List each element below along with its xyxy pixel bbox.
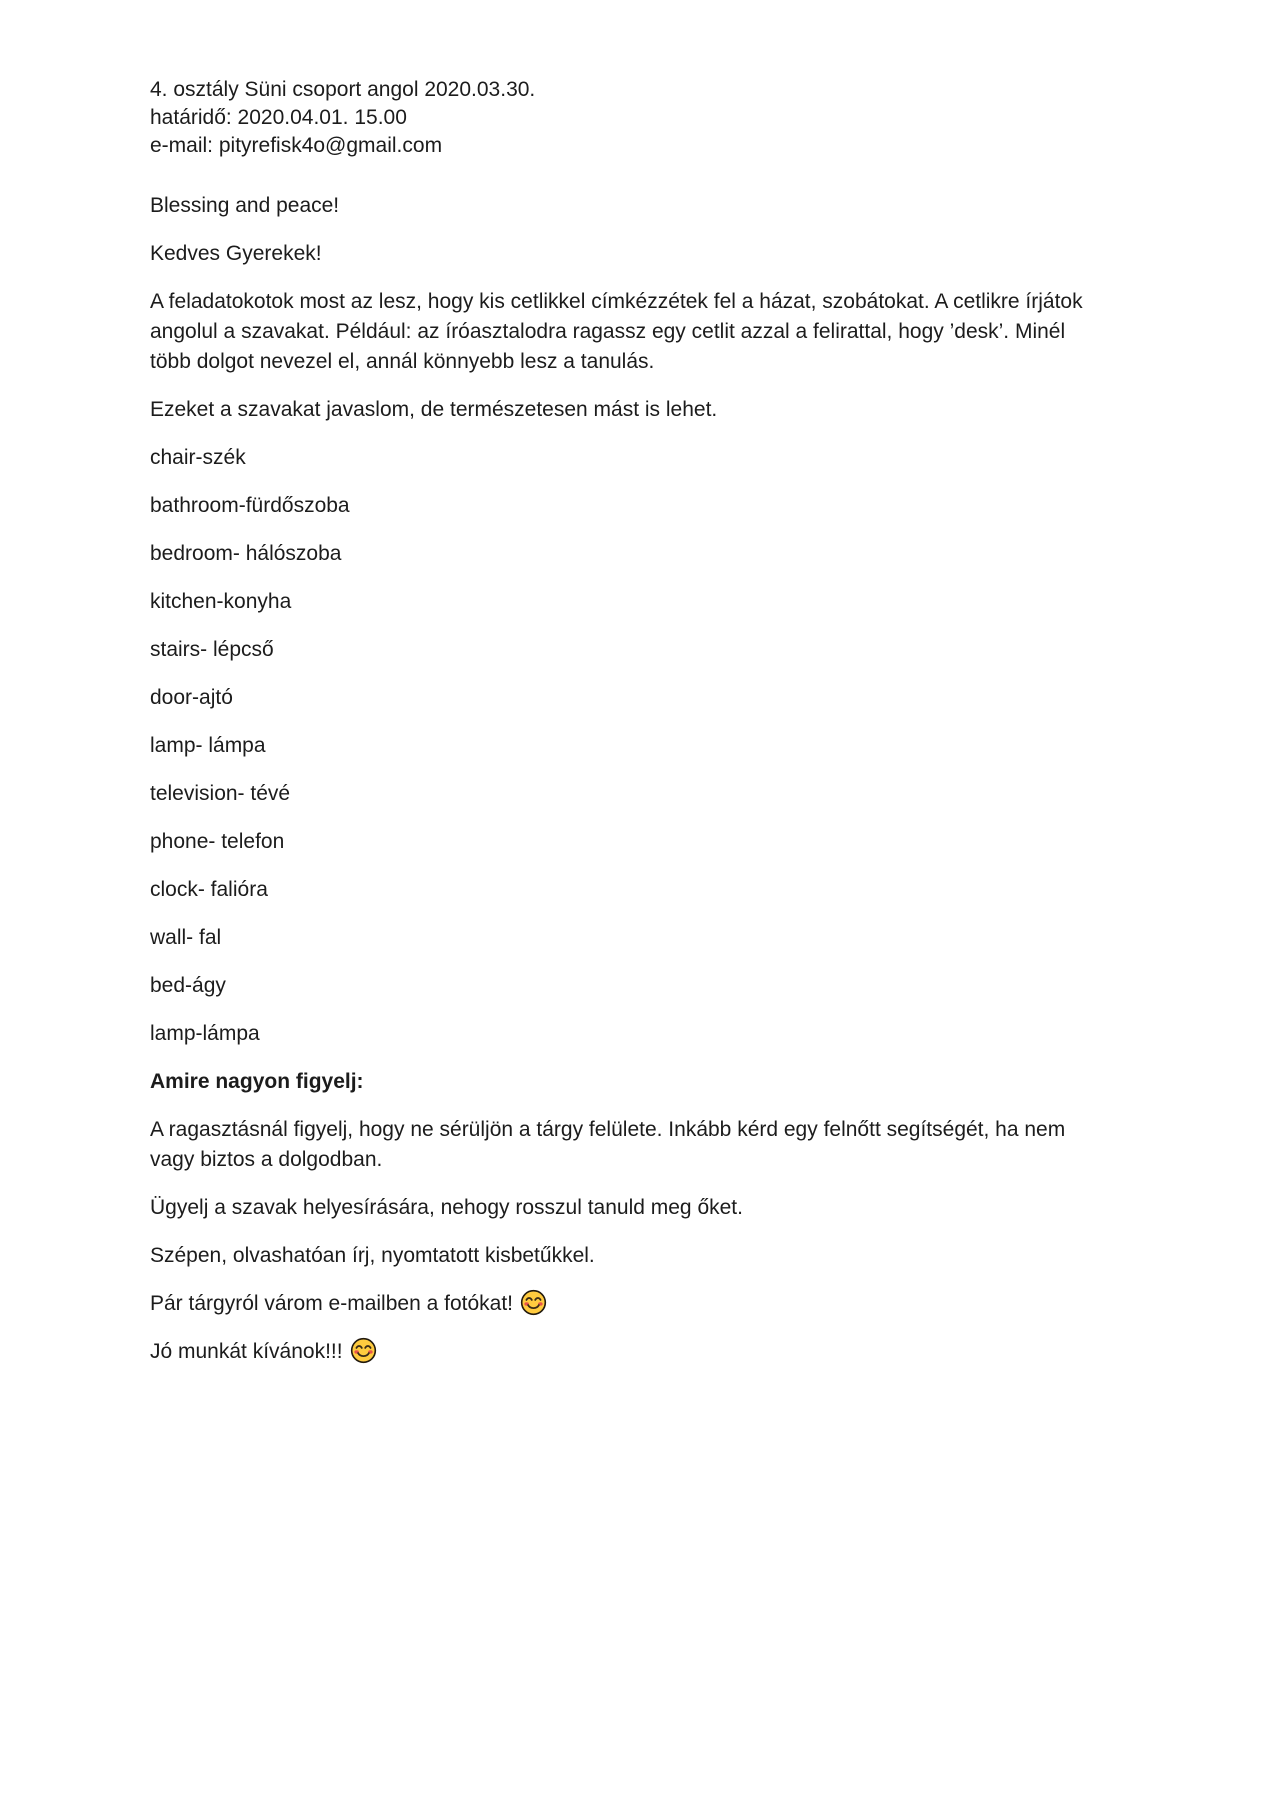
warning-handwriting-line: Szépen, olvashatóan írj, nyomtatott kisbetűkkel. <box>150 1244 595 1267</box>
word-list-item: television- tévé <box>150 782 291 805</box>
word-list-item: phone- telefon <box>150 830 285 853</box>
header-deadline-line: határidő: 2020.04.01. 15.00 <box>150 106 407 129</box>
word-list-item: clock- falióra <box>150 878 268 901</box>
warning-surface-line: A ragasztásnál figyelj, hogy ne sérüljön a tárgy felülete. Inkább kérd egy felnőtt segítségét, ha nem <box>150 1118 1066 1141</box>
smiling-emoji-icon <box>350 1337 377 1364</box>
intro-line: több dolgot nevezel el, annál könnyebb lesz a tanulás. <box>150 350 655 373</box>
warning-heading: Amire nagyon figyelj: <box>150 1070 364 1093</box>
smiling-emoji-icon <box>520 1289 547 1316</box>
word-list-item: bedroom- hálószoba <box>150 542 342 565</box>
photos-request-line <box>150 1289 1153 1319</box>
closing-text: Jó munkát kívánok!!! <box>150 1340 343 1363</box>
word-list-item: lamp-lámpa <box>150 1022 260 1045</box>
warning-surface-paragraph <box>150 1115 1153 1175</box>
word-list <box>150 443 1153 1049</box>
warning-surface-line: vagy biztos a dolgodban. <box>150 1148 383 1171</box>
greeting-english: Blessing and peace! <box>150 194 340 217</box>
word-list-item: stairs- lépcső <box>150 638 274 661</box>
intro-line: angolul a szavakat. Például: az íróasztalodra ragassz egy cetlit azzal a felirattal, hogy ’desk’. Minél <box>150 320 1066 343</box>
word-list-item: bed-ágy <box>150 974 226 997</box>
suggestion-line: Ezeket a szavakat javaslom, de természetesen mást is lehet. <box>150 398 718 421</box>
word-list-item: bathroom-fürdőszoba <box>150 494 350 517</box>
warning-spelling-line: Ügyelj a szavak helyesírására, nehogy rosszul tanuld meg őket. <box>150 1196 743 1219</box>
intro-paragraph <box>150 287 1153 377</box>
word-list-item: chair-szék <box>150 446 246 469</box>
word-list-item: lamp- lámpa <box>150 734 266 757</box>
word-list-item: door-ajtó <box>150 686 233 709</box>
header-email-line: e-mail: pityrefisk4o@gmail.com <box>150 134 443 157</box>
intro-line: A feladatokotok most az lesz, hogy kis cetlikkel címkézzétek fel a házat, szobátokat. A cetlikre írjátok <box>150 290 1083 313</box>
photos-request-text: Pár tárgyról várom e-mailben a fotókat! <box>150 1292 513 1315</box>
header-class-line: 4. osztály Süni csoport angol 2020.03.30. <box>150 78 536 101</box>
word-list-item: wall- fal <box>150 926 222 949</box>
closing-line <box>150 1337 1153 1367</box>
word-list-item: kitchen-konyha <box>150 590 292 613</box>
greeting-hungarian: Kedves Gyerekek! <box>150 242 322 265</box>
document-header <box>150 76 1153 160</box>
